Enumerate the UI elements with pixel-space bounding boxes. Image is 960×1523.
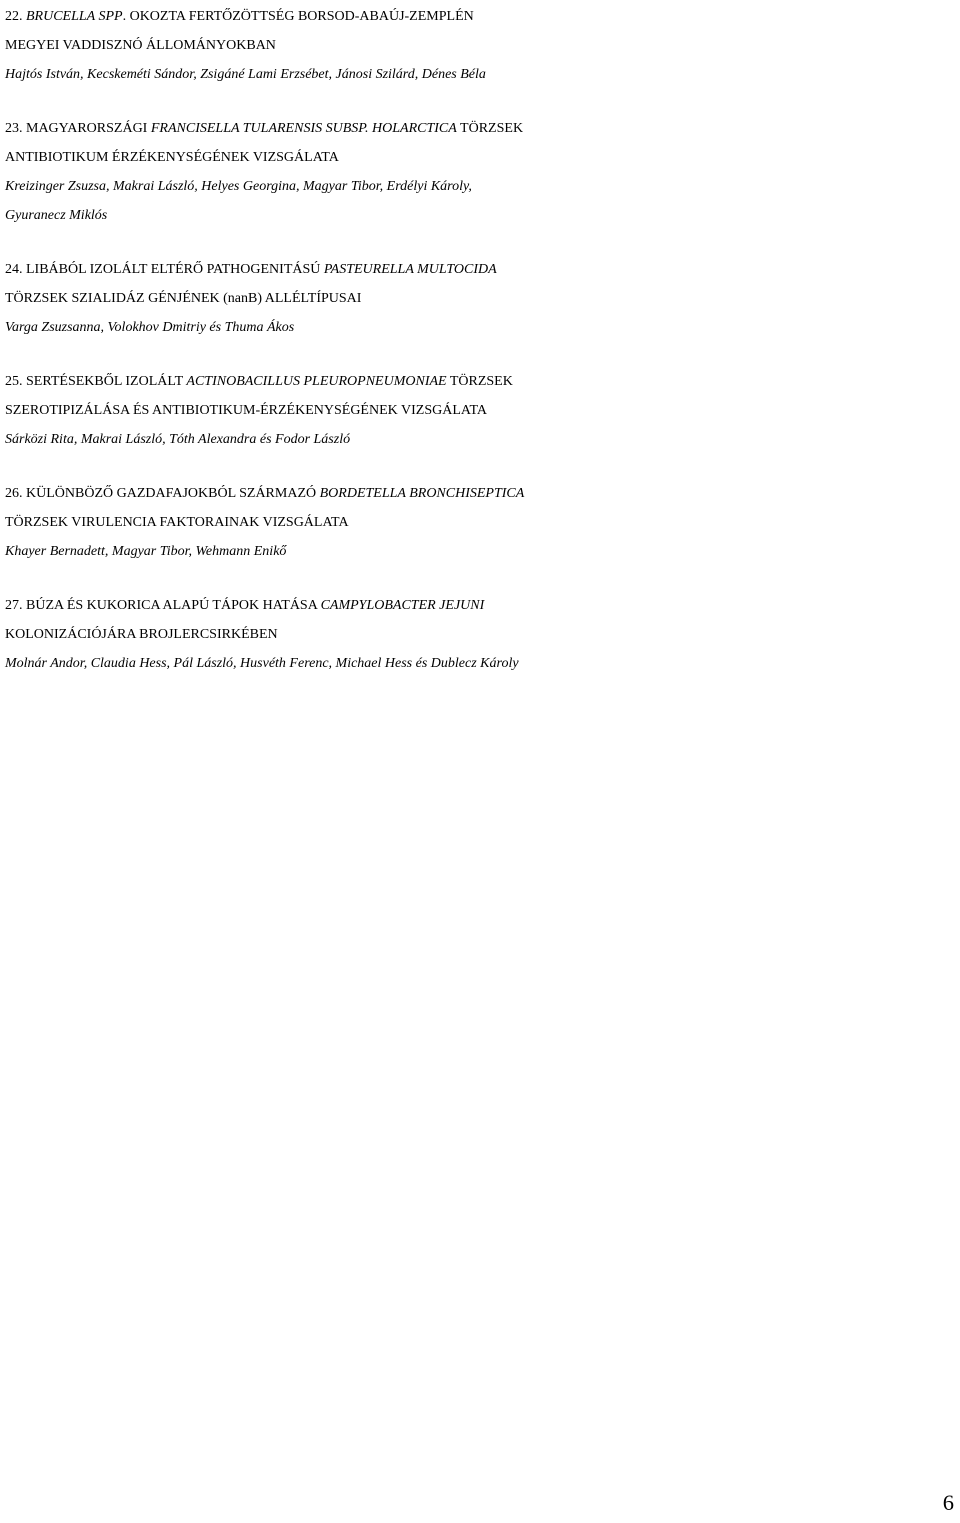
title-italic-segment: PASTEURELLA MULTOCIDA: [323, 262, 497, 277]
entry-authors: Sárközi Rita, Makrai László, Tóth Alexandra és Fodor László: [5, 432, 351, 447]
title-segment: . OKOZTA FERTŐZÖTTSÉG BORSOD-ABAÚJ-ZEMPLÉN: [122, 9, 474, 24]
title-italic-segment: BRUCELLA SPP: [26, 9, 123, 24]
entry-authors: Khayer Bernadett, Magyar Tibor, Wehmann Enikő: [5, 544, 287, 559]
title-segment: ANTIBIOTIKUM ÉRZÉKENYSÉGÉNEK VIZSGÁLATA: [5, 150, 339, 165]
title-italic-segment: ACTINOBACILLUS PLEUROPNEUMONIAE: [186, 374, 447, 389]
entry-title-line: [5, 367, 957, 396]
entry-title-line: [5, 508, 957, 537]
entry-title-line: [5, 255, 957, 284]
entry-authors: Gyuranecz Miklós: [5, 208, 108, 223]
entry-title-line: [5, 143, 957, 172]
title-segment: TÖRZSEK: [456, 121, 524, 136]
title-segment: MEGYEI VADDISZNÓ ÁLLOMÁNYOKBAN: [5, 38, 276, 53]
title-italic-segment: BORDETELLA BRONCHISEPTICA: [319, 486, 525, 501]
title-segment: KOLONIZÁCIÓJÁRA BROJLERCSIRKÉBEN: [5, 627, 278, 642]
title-italic-segment: FRANCISELLA TULARENSIS SUBSP. HOLARCTICA: [150, 121, 457, 136]
entry-authors: Kreizinger Zsuzsa, Makrai László, Helyes Georgina, Magyar Tibor, Erdélyi Károly,: [5, 179, 472, 194]
entry-authors: Hajtós István, Kecskeméti Sándor, Zsigáné Lami Erzsébet, Jánosi Szilárd, Dénes Béla: [5, 67, 486, 82]
abstract-entry: [5, 255, 957, 342]
page-number: 6: [942, 1490, 954, 1515]
abstract-entry: [5, 114, 957, 230]
entry-title-line: [5, 396, 957, 425]
title-segment: 22.: [5, 9, 26, 24]
title-segment: 24. LIBÁBÓL IZOLÁLT ELTÉRŐ PATHOGENITÁSÚ: [5, 262, 324, 277]
abstract-entry: [5, 591, 957, 678]
entry-title-line: [5, 591, 957, 620]
entry-authors: Molnár Andor, Claudia Hess, Pál László, Husvéth Ferenc, Michael Hess és Dublecz Károly: [5, 656, 519, 671]
entry-title-line: [5, 620, 957, 649]
entry-title-line: [5, 114, 957, 143]
title-segment: 27. BÚZA ÉS KUKORICA ALAPÚ TÁPOK HATÁSA: [5, 598, 321, 613]
title-segment: TÖRZSEK SZIALIDÁZ GÉNJÉNEK (nanB) ALLÉLTÍPUSAI: [5, 291, 362, 306]
abstract-entry: [5, 479, 957, 566]
entry-title-line: [5, 31, 957, 60]
title-segment: 25. SERTÉSEKBŐL IZOLÁLT: [5, 374, 187, 389]
title-italic-segment: CAMPYLOBACTER JEJUNI: [320, 598, 485, 613]
entry-title-line: [5, 284, 957, 313]
entry-authors: Varga Zsuzsanna, Volokhov Dmitriy és Thuma Ákos: [5, 320, 295, 335]
entry-title-line: [5, 479, 957, 508]
title-segment: SZEROTIPIZÁLÁSA ÉS ANTIBIOTIKUM-ÉRZÉKENYSÉGÉNEK VIZSGÁLATA: [5, 403, 487, 418]
title-segment: TÖRZSEK VIRULENCIA FAKTORAINAK VIZSGÁLATA: [5, 515, 349, 530]
title-segment: TÖRZSEK: [446, 374, 513, 389]
document-page: [5, 2, 957, 703]
title-segment: 26. KÜLÖNBÖZŐ GAZDAFAJOKBÓL SZÁRMAZÓ: [5, 486, 320, 501]
abstract-entry: [5, 2, 957, 89]
entry-title-line: [5, 2, 957, 31]
abstract-entry: [5, 367, 957, 454]
title-segment: 23. MAGYARORSZÁGI: [5, 121, 151, 136]
